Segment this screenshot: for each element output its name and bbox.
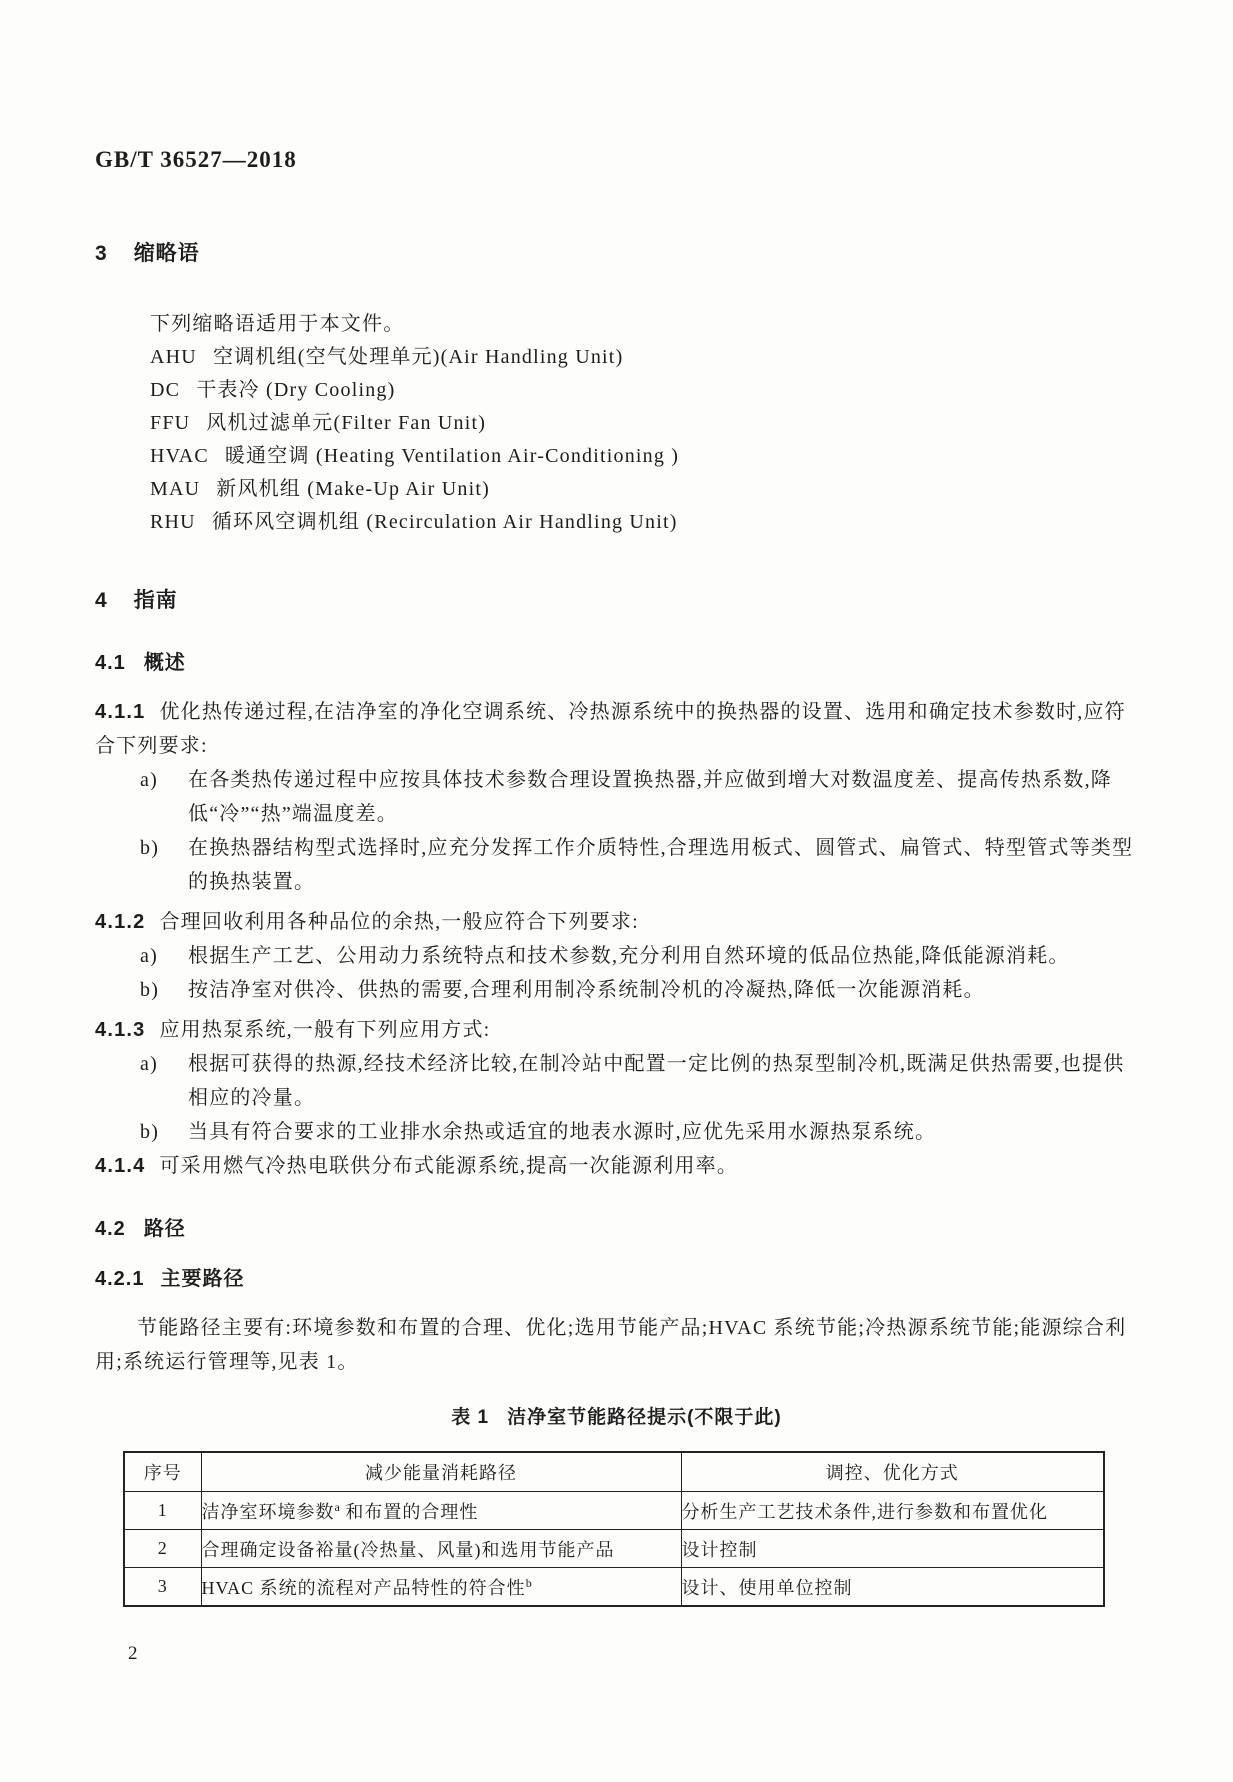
cell-no: 3 [124,1568,201,1607]
section-4-2-title: 路径 [143,1218,186,1240]
abbr-term: MAU [150,478,201,500]
section-4-title: 指南 [133,589,178,612]
abbr-definition: 暖通空调 (Heating Ventilation Air-Conditioning ) [224,445,680,467]
item-label: b) [140,837,160,859]
abbr-definition: 空调机组(空气处理单元)(Air Handling Unit) [212,346,624,368]
section-4-heading [95,587,1138,615]
doc-code: GB/T 36527—2018 [95,147,297,172]
cell-method: 分析生产工艺技术条件,进行参数和布置优化 [681,1492,1104,1530]
item-text: 按洁净室对供冷、供热的需要,合理利用制冷系统制冷机的冷凝热,降低一次能源消耗。 [188,979,985,1001]
table-caption [95,1405,1138,1431]
item-label: a) [140,769,158,791]
paragraph-4-1-1 [95,695,1138,763]
cell-no: 2 [124,1530,201,1568]
table-row [124,1530,1104,1568]
cell-path [201,1568,681,1607]
item-text: 当具有符合要求的工业排水余热或适宜的地表水源时,应优先采用水源热泵系统。 [188,1121,937,1143]
clause-text: 可采用燃气冷热电联供分布式能源系统,提高一次能源利用率。 [159,1155,739,1177]
clause-number: 4.1.4 [95,1155,146,1177]
section-4-2-1-number: 4.2.1 [95,1268,145,1290]
list-item-a [140,763,1138,831]
abbr-definition: 干表冷 (Dry Cooling) [196,379,396,401]
cell-path [201,1492,681,1530]
abbr-definition: 风机过滤单元(Filter Fan Unit) [206,412,487,434]
list-item-b [140,1115,1138,1149]
cell-path [201,1530,681,1568]
table-1 [123,1451,1105,1607]
clause-number: 4.1.3 [95,1019,146,1041]
item-text: 在各类热传递过程中应按具体技术参数合理设置换热器,并应做到增大对数温度差、提高传热系数,降低“冷”“热”端温度差。 [188,769,1112,825]
paragraph-4-1-4 [95,1149,1138,1183]
item-label: b) [140,979,160,1001]
clause-number: 4.1.2 [95,911,146,933]
cell-path-rest: 和布置的合理性 [339,1501,479,1522]
list-item-a [140,1047,1138,1115]
section-4-2-heading [95,1215,1138,1243]
section-3-number: 3 [95,242,108,265]
section-4-2-1-heading [95,1265,1138,1293]
list-item-b [140,831,1138,899]
list-item-a [140,939,1138,973]
abbreviation-list [150,341,1138,539]
abbr-term: DC [150,379,181,401]
footnote-marker: b [525,1575,532,1590]
column-header-no: 序号 [124,1452,201,1492]
paragraph-4-2-1: 节能路径主要有:环境参数和布置的合理、优化;选用节能产品;HVAC 系统节能;冷热源系统节能;能源综合利用;系统运行管理等,见表 1。 [95,1317,1127,1373]
section-4-1-number: 4.1 [95,652,126,674]
cell-path-text: 洁净室环境参数 [201,1501,335,1522]
table-row [124,1568,1104,1607]
clause-number: 4.1.1 [95,701,146,723]
clause-text: 合理回收利用各种品位的余热,一般应符合下列要求: [159,911,639,933]
abbr-definition: 新风机组 (Make-Up Air Unit) [216,478,490,500]
list-item [150,440,1138,473]
column-header-path: 减少能量消耗路径 [201,1452,681,1492]
abbr-term: HVAC [150,445,209,467]
item-text: 根据可获得的热源,经技术经济比较,在制冷站中配置一定比例的热泵型制冷机,既满足供热需要,也提供相应的冷量。 [188,1053,1125,1109]
table-header-row [124,1452,1104,1492]
cell-method: 设计控制 [681,1530,1104,1568]
section-4-2-1-title: 主要路径 [160,1268,245,1290]
cell-method: 设计、使用单位控制 [681,1568,1104,1607]
list-item-b [140,973,1138,1007]
item-label: a) [140,1053,158,1075]
section-4-1-title: 概述 [143,652,186,674]
clause-text: 优化热传递过程,在洁净室的净化空调系统、冷热源系统中的换热器的设置、选用和确定技术参数时,应符合下列要求: [95,701,1126,757]
table-caption-label: 表 1 [451,1407,490,1428]
list-item [150,506,1138,539]
abbr-definition: 循环风空调机组 (Recirculation Air Handling Unit) [211,511,678,533]
section-3-heading [95,240,1138,268]
footnote-marker: a [334,1499,340,1514]
abbr-term: RHU [150,511,196,533]
item-label: b) [140,1121,160,1143]
section-4-1-heading [95,649,1138,677]
cell-path-text: 合理确定设备裕量(冷热量、风量)和选用节能产品 [201,1539,615,1560]
section-4-number: 4 [95,589,108,612]
section-3-title: 缩略语 [133,242,200,265]
section-4-2-number: 4.2 [95,1218,126,1240]
list-item [150,374,1138,407]
column-header-method: 调控、优化方式 [681,1452,1104,1492]
item-text: 在换热器结构型式选择时,应充分发挥工作介质特性,合理选用板式、圆管式、扁管式、特型管式等类型的换热装置。 [188,837,1134,893]
abbreviations-intro: 下列缩略语适用于本文件。 [150,313,405,335]
paragraph-4-1-3 [95,1013,1138,1047]
clause-text: 应用热泵系统,一般有下列应用方式: [159,1019,491,1041]
item-label: a) [140,945,158,967]
cell-no: 1 [124,1492,201,1530]
table-caption-text: 洁净室节能路径提示(不限于此) [507,1407,782,1428]
abbr-term: FFU [150,412,191,434]
item-text: 根据生产工艺、公用动力系统特点和技术参数,充分利用自然环境的低品位热能,降低能源消耗。 [188,945,1070,967]
table-row [124,1492,1104,1530]
paragraph-4-1-2 [95,905,1138,939]
list-item [150,473,1138,506]
abbr-term: AHU [150,346,197,368]
page-number: 2 [128,1643,139,1664]
list-item [150,341,1138,374]
list-item [150,407,1138,440]
cell-path-text: HVAC 系统的流程对产品特性的符合性 [201,1577,526,1598]
